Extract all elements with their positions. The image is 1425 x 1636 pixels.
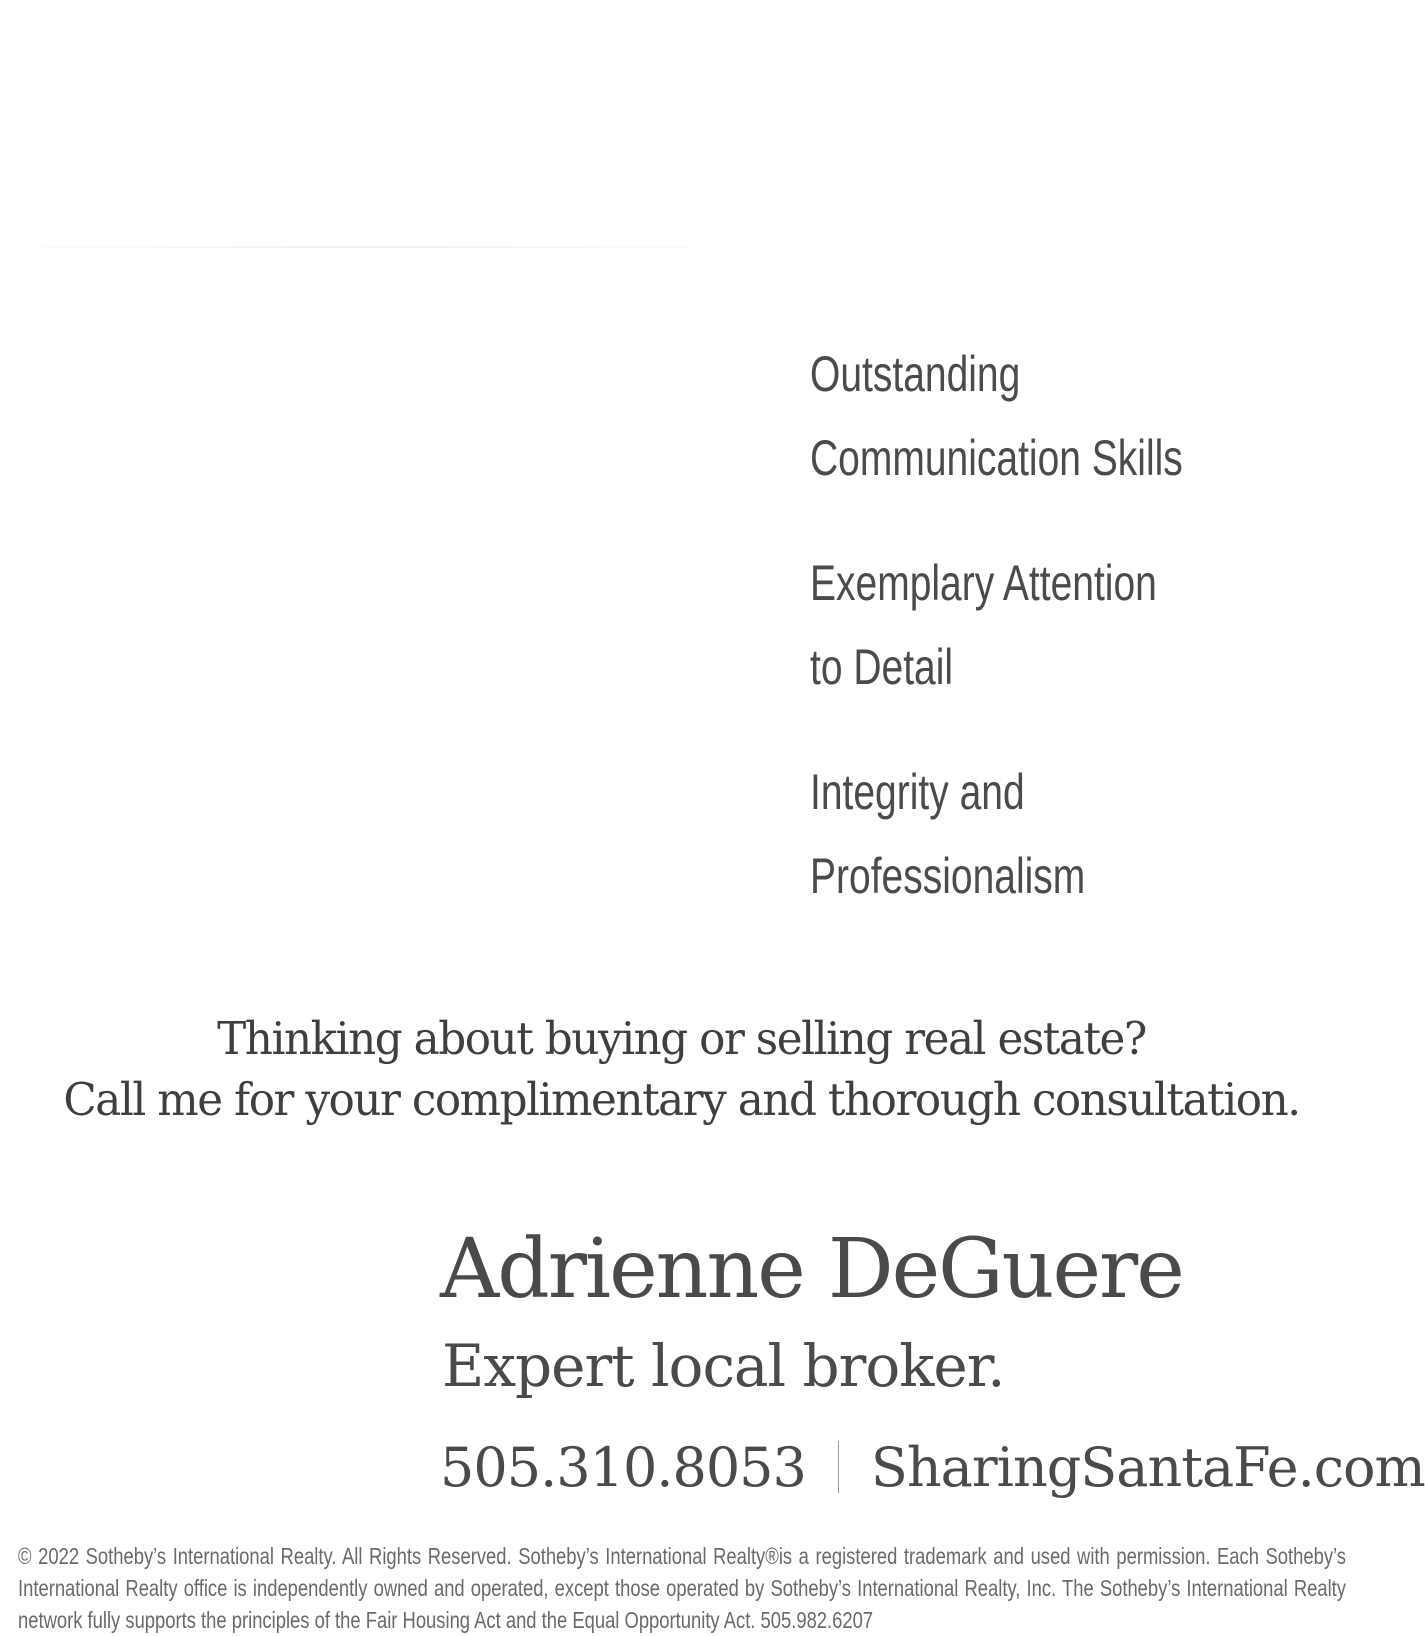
cta-line-1: Thinking about buying or selling real estate? [217,1012,1146,1065]
call-to-action [0,1008,1363,1130]
qualities-list [810,332,1216,959]
contact-line [440,1428,1425,1506]
quality-integrity: Integrity and Professionalism [810,764,1086,904]
agent-tagline: Expert local broker. [442,1332,1005,1400]
agent-name: Adrienne DeGuere [440,1222,1183,1317]
quality-attention-to-detail: Exemplary Attention to Detail [810,555,1157,695]
cta-line-2: Call me for your complimentary and thorough consultation. [63,1073,1300,1126]
legal-disclaimer: © 2022 Sotheby’s International Realty. All Rights Reserved. Sotheby’s International Realty®is a registered trademark and used with permission. Each Sotheby’s International Realty office is independently owned and operated, except those operated by Sotheby’s International Realty, Inc. The Sotheby’s International Realty network fully supports the principles of the Fair Housing Act and the Equal Opportunity Act. 505.982.6207 [18,1543,1346,1633]
faint-divider [36,246,688,248]
quality-communication: Outstanding Communication Skills [810,346,1183,486]
website-link[interactable]: SharingSantaFe.com [870,1435,1425,1499]
contact-separator [838,1441,839,1493]
phone-number[interactable]: 505.310.8053 [440,1435,806,1499]
